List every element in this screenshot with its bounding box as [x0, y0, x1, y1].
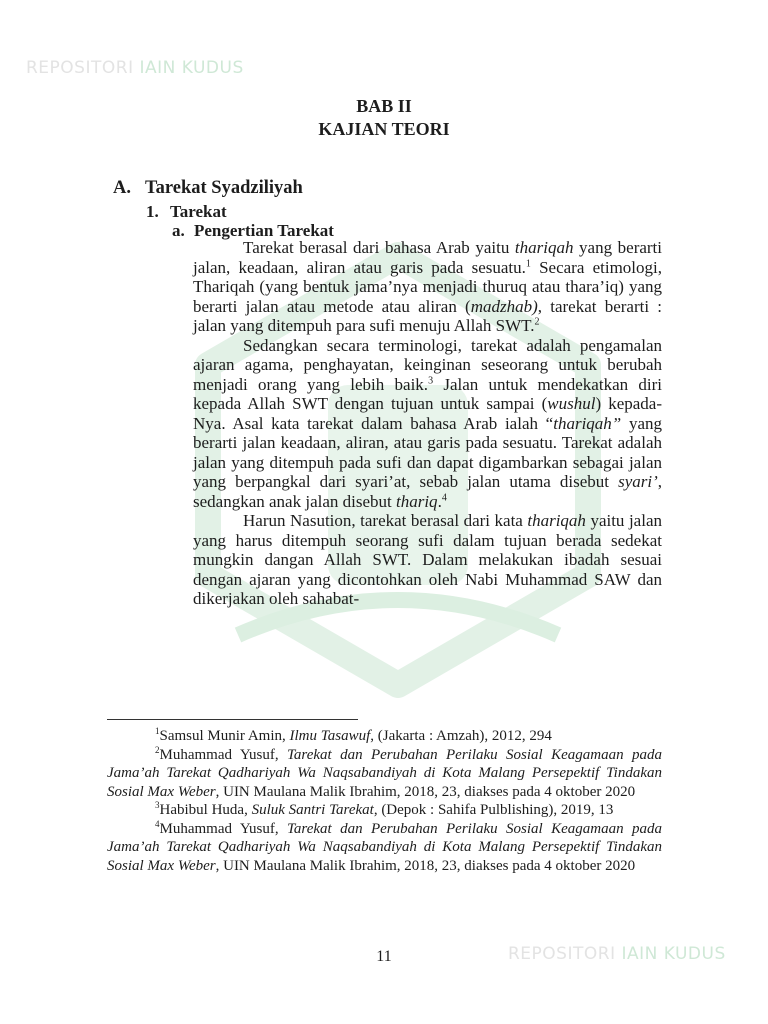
footnote-ref[interactable]: 3 — [428, 374, 434, 386]
footnote-ref[interactable]: 1 — [525, 257, 531, 269]
footnote-2: $^2$Muhammad Yusuf, Tarekat dan Perubahan Perilaku Sosial Keagamaan pada Jama’ah Tarekat Qadhariyah Wa Naqsabandiyah di Kota Malang Persepektif Tindakan Sosial Max Weber, UIN Maulana Malik Ibrahim, 2018, 23, diakses pada 4 oktober 2020 — [107, 744, 662, 800]
page-number: 11 — [376, 948, 392, 965]
footnote-4: $^4$Muhammad Yusuf, Tarekat dan Perubahan Perilaku Sosial Keagamaan pada Jama’ah Tarekat Qadhariyah Wa Naqsabandiyah di Kota Malang Persepektif Tindakan Sosial Max Weber, UIN Maulana Malik Ibrahim, 2018, 23, diakses pada 4 oktober 2020 — [107, 818, 662, 874]
chapter-title: KAJIAN TEORI — [318, 119, 450, 139]
footnote-ref[interactable]: 4 — [441, 491, 447, 503]
watermark-repository-top: REPOSITORI IAIN KUDUS — [26, 58, 244, 78]
paragraph-3: Harun Nasution, tarekat berasal dari kata thariqah yaitu jalan yang harus ditempuh seorang sufi dalam tujuan berada sedekat mungkin dangan Allah SWT. Dalam melakukan ibadah sesuai dengan ajaran yang dicontohkan oleh Nabi Muhammad SAW dan dikerjakan oleh sahabat- — [193, 511, 662, 608]
footnotes — [107, 727, 662, 875]
paragraph-2: Sedangkan secara terminologi, tarekat adalah pengamalan ajaran agama, penghayatan, keinginan seseorang untuk berubah menjadi orang yang lebih baik.$^3$ Jalan untuk mendekatkan diri kepada Allah SWT dengan tujuan untuk sampai (wushul) kepada-Nya. Asal kata tarekat dalam bahasa Arab ialah “thariqah” yang berarti jalan keadaan, aliran, atau garis pada sesuatu. Tarekat adalah jalan yang ditempuh pada sufi dan dapat digambarkan sebagai jalan yang berpangkal dari syari’at, sebab jalan utama disebut syari’, sedangkan anak jalan disebut thariq.$^4$ — [193, 335, 662, 511]
watermark-repository-bottom: REPOSITORI IAIN KUDUS — [508, 944, 726, 964]
footnote-ref[interactable]: 2 — [534, 316, 540, 328]
footnote-divider — [107, 719, 358, 720]
chapter-number: BAB II — [356, 96, 412, 116]
footnote-3: $^3$Habibul Huda, Suluk Santri Tarekat, (Depok : Sahifa Pulblishing), 2019, 13 — [155, 800, 614, 818]
section-heading-a: A. Tarekat Syadziliyah — [113, 178, 303, 198]
paragraph-1: Tarekat berasal dari bahasa Arab yaitu thariqah yang berarti jalan, keadaan, aliran atau garis pada sesuatu.$^1$ Secara etimologi, Thariqah (yang bentuk jama’nya menjadi thuruq atau thara’iq) yang berarti jalan atau metode atau aliran (madzhab), tarekat berarti : jalan yang ditempuh para sufi menuju Allah SWT.$^2$ — [193, 238, 663, 335]
body-text — [193, 238, 662, 609]
footnote-1: $^1$Samsul Munir Amin, Ilmu Tasawuf, (Jakarta : Amzah), 2012, 294 — [155, 726, 552, 744]
subsubsection-heading-a: a. Pengertian Tarekat — [172, 221, 334, 240]
subsection-heading-1: 1. Tarekat — [146, 202, 227, 221]
